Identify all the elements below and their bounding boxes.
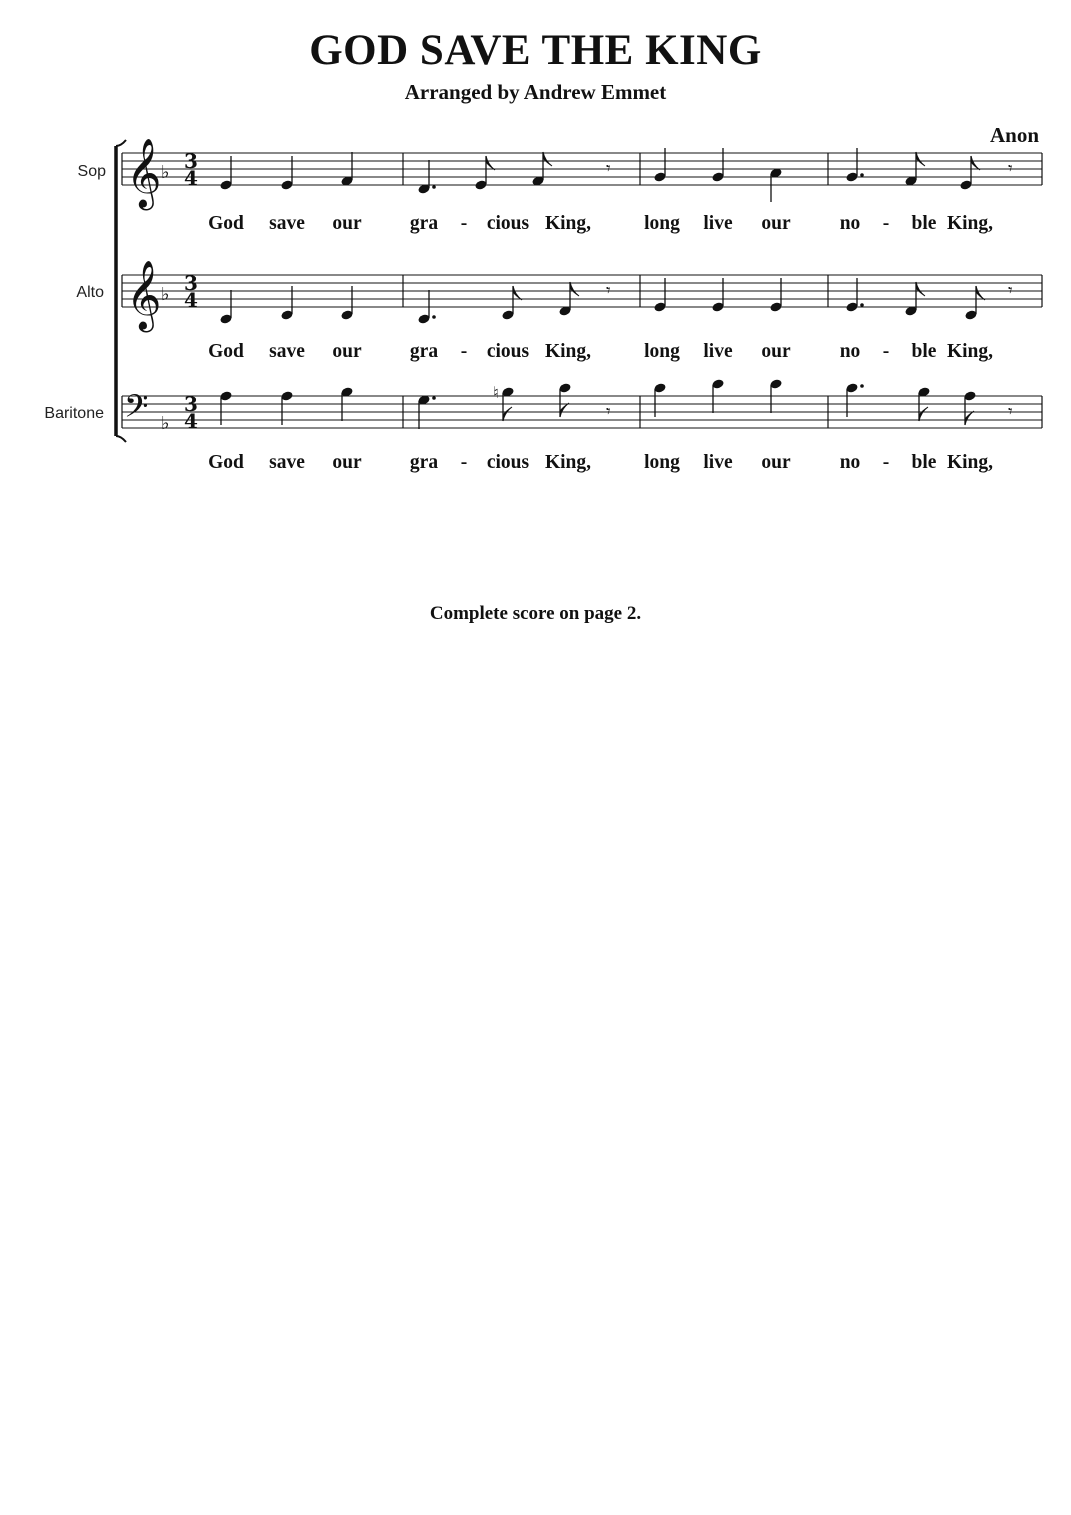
lyric-syllable: ble — [911, 341, 937, 362]
lyric-syllable: King, — [544, 452, 592, 473]
lyric-syllable: gra — [409, 341, 439, 362]
treble-clef-icon: 𝄞 — [126, 138, 162, 208]
staff-lines — [122, 153, 1042, 185]
lyric-syllable: no — [839, 213, 861, 234]
flat-icon: ♭ — [161, 413, 170, 434]
lyric-syllable: save — [269, 452, 305, 473]
lyric-syllable: King, — [544, 213, 592, 234]
svg-text:3: 3 — [184, 392, 198, 416]
svg-text:4: 4 — [184, 166, 198, 190]
svg-text:3: 3 — [184, 149, 198, 173]
footer-note: Complete score on page 2. — [429, 603, 642, 624]
lyric-syllable: God — [208, 213, 244, 234]
time-signature — [184, 392, 198, 433]
lyric-syllable: ble — [911, 452, 937, 473]
lyric-syllable: ble — [911, 213, 937, 234]
time-signature — [184, 149, 198, 190]
lyric-syllable: save — [269, 213, 305, 234]
lyric-syllable: our — [761, 452, 791, 473]
score-title: GOD SAVE THE KING — [309, 27, 762, 74]
lyric-syllable: save — [269, 341, 305, 362]
arranger-credit: Arranged by Andrew Emmet — [404, 80, 667, 104]
eighth-rest: 𝄾 — [1008, 159, 1013, 179]
lyric-syllable: King, — [946, 341, 994, 362]
note — [493, 383, 515, 421]
lyrics-alto — [208, 341, 993, 362]
time-signature — [184, 271, 198, 312]
lyric-syllable: our — [332, 213, 362, 234]
lyric-syllable: - — [460, 341, 468, 362]
lyric-syllable: long — [644, 452, 680, 473]
staff-lines — [122, 396, 1042, 428]
treble-clef-icon: 𝄞 — [126, 260, 162, 330]
part-label-alto: Alto — [76, 284, 104, 301]
composer-credit: Anon — [989, 123, 1039, 147]
svg-text:4: 4 — [184, 288, 198, 312]
lyric-syllable: God — [208, 452, 244, 473]
eighth-rest: 𝄾 — [606, 402, 611, 422]
lyric-syllable: God — [208, 341, 244, 362]
flat-icon: ♭ — [161, 284, 170, 305]
part-label-sop: Sop — [77, 163, 106, 180]
staff-baritone — [44, 378, 1042, 473]
bass-clef-icon: 𝄢 — [124, 388, 149, 432]
lyrics-baritone — [208, 452, 993, 473]
staff-soprano — [78, 138, 1042, 234]
natural-icon: ♮ — [493, 383, 499, 402]
lyric-syllable: cious — [486, 341, 530, 362]
lyric-syllable: live — [703, 213, 733, 234]
svg-text:4: 4 — [184, 409, 198, 433]
lyric-syllable: no — [839, 452, 861, 473]
score-system — [0, 0, 1071, 560]
lyric-syllable: long — [644, 213, 680, 234]
eighth-rest: 𝄾 — [606, 159, 611, 179]
part-label-baritone: Baritone — [44, 405, 104, 422]
lyric-syllable: King, — [544, 341, 592, 362]
eighth-rest: 𝄾 — [1008, 281, 1013, 301]
lyric-syllable: gra — [409, 213, 439, 234]
eighth-rest: 𝄾 — [606, 281, 611, 301]
flat-icon: ♭ — [161, 162, 170, 183]
lyric-syllable: gra — [409, 452, 439, 473]
lyric-syllable: King, — [946, 452, 994, 473]
notes-alto — [219, 278, 1012, 325]
lyric-syllable: our — [761, 341, 791, 362]
lyric-syllable: - — [882, 452, 890, 473]
lyric-syllable: live — [703, 341, 733, 362]
lyric-syllable: our — [332, 452, 362, 473]
lyrics-soprano — [208, 213, 993, 234]
lyric-syllable: - — [882, 341, 890, 362]
lyric-syllable: our — [761, 213, 791, 234]
eighth-rest: 𝄾 — [1008, 402, 1013, 422]
lyric-syllable: - — [882, 213, 890, 234]
lyric-syllable: our — [332, 341, 362, 362]
lyric-syllable: cious — [486, 213, 530, 234]
lyric-syllable: - — [460, 452, 468, 473]
staff-alto — [76, 260, 1042, 362]
staff-lines — [122, 275, 1042, 307]
svg-text:3: 3 — [184, 271, 198, 295]
lyric-syllable: live — [703, 452, 733, 473]
lyric-syllable: no — [839, 341, 861, 362]
lyric-syllable: cious — [486, 452, 530, 473]
notes-soprano — [219, 148, 1012, 202]
lyric-syllable: - — [460, 213, 468, 234]
lyric-syllable: long — [644, 341, 680, 362]
lyric-syllable: King, — [946, 213, 994, 234]
